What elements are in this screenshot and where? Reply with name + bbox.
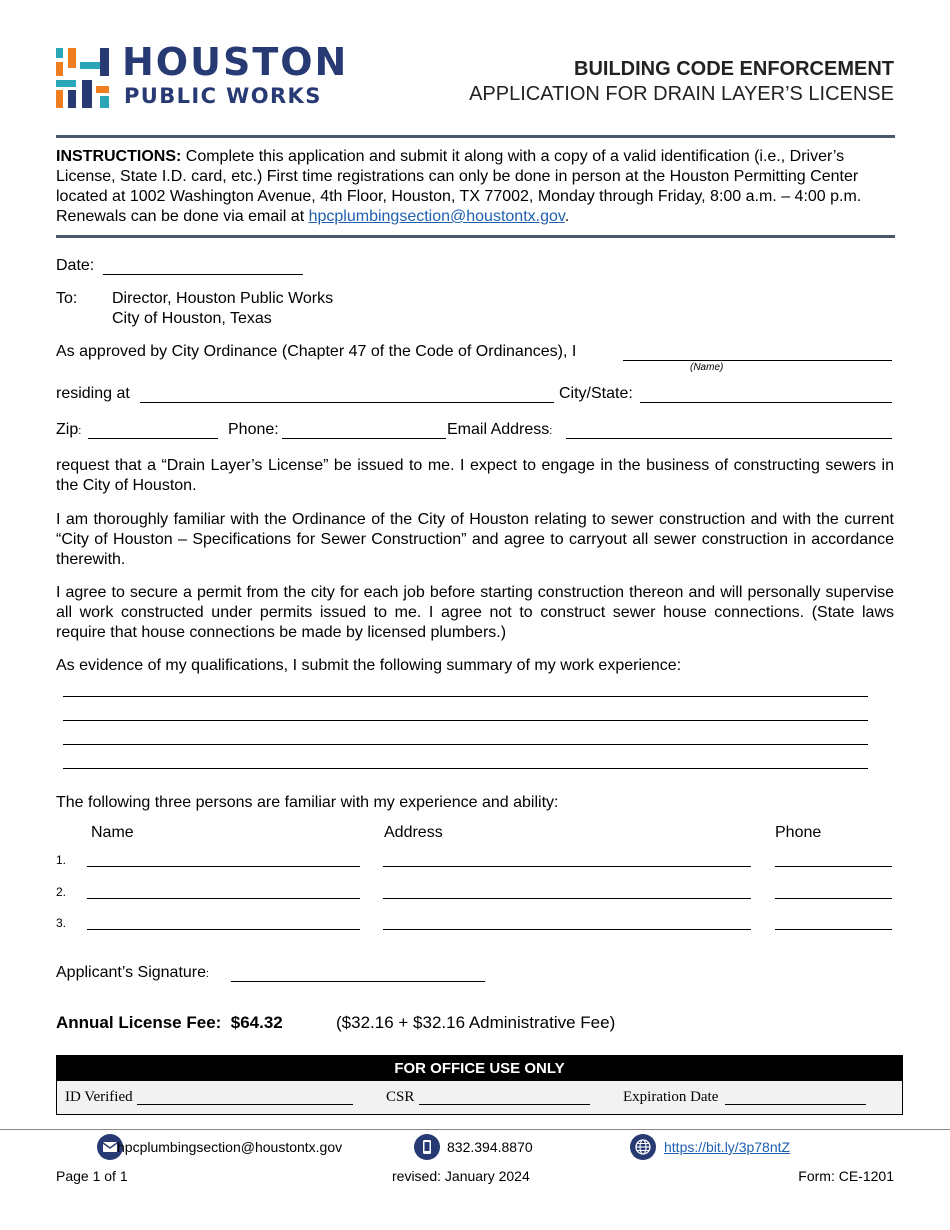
- reference-phone-field[interactable]: [775, 884, 892, 899]
- logo: [56, 40, 356, 110]
- to-line-1: Director, Houston Public Works: [112, 290, 334, 307]
- fee-label: Annual License Fee: $64.32: [56, 1013, 283, 1032]
- globe-icon: [630, 1134, 656, 1160]
- paragraph-familiar: I am thoroughly familiar with the Ordinance of the City of Houston relating to sewer construction and with the current “City of Houston – Specifications for Sewer Construction” and agree to carryout all sewer construction in accordance therewith.: [56, 511, 894, 568]
- csr-label: CSR: [386, 1089, 415, 1105]
- email-colon: :: [549, 425, 553, 437]
- phone-label: Phone:: [228, 421, 279, 438]
- instructions-rule: [56, 235, 895, 238]
- id-verified-field[interactable]: [137, 1089, 353, 1105]
- reference-address-field[interactable]: [383, 852, 751, 867]
- header-rule: [56, 135, 895, 138]
- phone-icon: [414, 1134, 440, 1160]
- paragraph-permit: I agree to secure a permit from the city for each job before starting construction thereon and will personally supervise all work constructed under permits issued to me. I agree not to construct sewer house connections. (State laws require that house connections be made by licensed plumbers.): [56, 584, 894, 641]
- expiration-field[interactable]: [725, 1089, 866, 1105]
- paragraph-evidence: As evidence of my qualifications, I submit the following summary of my work experience:: [56, 657, 682, 674]
- footer-phone[interactable]: 832.394.8870: [447, 1139, 533, 1155]
- email-label-text: Email Address: [447, 421, 550, 438]
- date-field[interactable]: [103, 258, 303, 275]
- instructions-label: INSTRUCTIONS:: [56, 148, 182, 165]
- reference-number: 3.: [56, 916, 67, 930]
- footer-rule: [0, 1129, 950, 1130]
- reference-phone-field[interactable]: [775, 915, 892, 930]
- zip-label: [56, 421, 81, 439]
- logo-public-works: PUBLIC WORKS: [124, 84, 322, 108]
- zip-field[interactable]: [88, 422, 218, 439]
- experience-line[interactable]: [63, 706, 868, 721]
- header-subtitle: APPLICATION FOR DRAIN LAYER’S LICENSE: [469, 83, 894, 105]
- header-title: BUILDING CODE ENFORCEMENT: [574, 58, 894, 80]
- reference-name-field[interactable]: [87, 915, 360, 930]
- to-line-2: City of Houston, Texas: [112, 310, 272, 327]
- signature-label: [56, 964, 209, 982]
- signature-field[interactable]: [231, 965, 485, 982]
- instructions-text: Complete this application and submit it along with a copy of a valid identification (i.e., Driver’s License, State I.D. card, etc.) First time registrations can only be done in person at the Houston Permitting Center located at 1002 Washington Avenue, 4th Floor, Houston, TX 77002, Monday through Friday, 8:00 a.m. – 4:00 p.m. Renewals can be done via email at: [56, 148, 862, 225]
- footer-form: Form: CE-1201: [798, 1168, 894, 1184]
- instructions: [56, 147, 894, 227]
- reference-number: 1.: [56, 853, 67, 867]
- houston-logo-mark: [56, 46, 114, 108]
- city-state-field[interactable]: [640, 386, 892, 403]
- experience-line[interactable]: [63, 730, 868, 745]
- office-use-fields: [57, 1081, 902, 1114]
- date-label: Date:: [56, 257, 95, 274]
- fee-detail: ($32.16 + $32.16 Administrative Fee): [336, 1013, 616, 1032]
- id-verified-label: ID Verified: [65, 1089, 133, 1105]
- reference-name-field[interactable]: [87, 852, 360, 867]
- reference-number: 2.: [56, 885, 67, 899]
- signature-label-text: Applicant’s Signature: [56, 964, 207, 981]
- instructions-email-link[interactable]: hpcplumbingsection@houstontx.gov: [308, 208, 565, 225]
- residing-label: residing at: [56, 385, 130, 402]
- experience-line[interactable]: [63, 754, 868, 769]
- references-col-address: Address: [384, 824, 443, 841]
- to-label: To:: [56, 290, 78, 307]
- zip-colon: :: [78, 425, 82, 437]
- email-field[interactable]: [566, 422, 892, 439]
- reference-phone-field[interactable]: [775, 852, 892, 867]
- email-label: [447, 421, 552, 439]
- approved-text: As approved by City Ordinance (Chapter 47 of the Code of Ordinances), I: [56, 343, 577, 360]
- logo-houston: HOUSTON: [122, 40, 349, 84]
- name-field[interactable]: [623, 344, 892, 361]
- footer-page: Page 1 of 1: [56, 1168, 128, 1184]
- office-use-box: [56, 1055, 903, 1115]
- phone-field[interactable]: [282, 422, 446, 439]
- reference-name-field[interactable]: [87, 884, 360, 899]
- city-state-label: City/State:: [559, 385, 633, 402]
- expiration-label: Expiration Date: [623, 1089, 719, 1105]
- footer-email[interactable]: hpcplumbingsection@houstontx.gov: [117, 1139, 343, 1155]
- office-use-title: FOR OFFICE USE ONLY: [57, 1056, 902, 1081]
- instructions-end: .: [564, 208, 570, 225]
- reference-address-field[interactable]: [383, 915, 751, 930]
- name-caption: (Name): [690, 362, 724, 373]
- footer-revised: revised: January 2024: [392, 1168, 530, 1184]
- references-col-phone: Phone: [775, 824, 822, 841]
- references-intro: The following three persons are familiar with my experience and ability:: [56, 794, 559, 811]
- zip-label-text: Zip: [56, 421, 79, 438]
- address-field[interactable]: [140, 386, 554, 403]
- csr-field[interactable]: [419, 1089, 590, 1105]
- paragraph-request: request that a “Drain Layer’s License” be issued to me. I expect to engage in the business of constructing sewers in the City of Houston.: [56, 457, 894, 494]
- references-col-name: Name: [91, 824, 134, 841]
- footer-url[interactable]: https://bit.ly/3p78ntZ: [664, 1139, 791, 1155]
- experience-line[interactable]: [63, 682, 868, 697]
- reference-address-field[interactable]: [383, 884, 751, 899]
- signature-colon: :: [206, 968, 210, 980]
